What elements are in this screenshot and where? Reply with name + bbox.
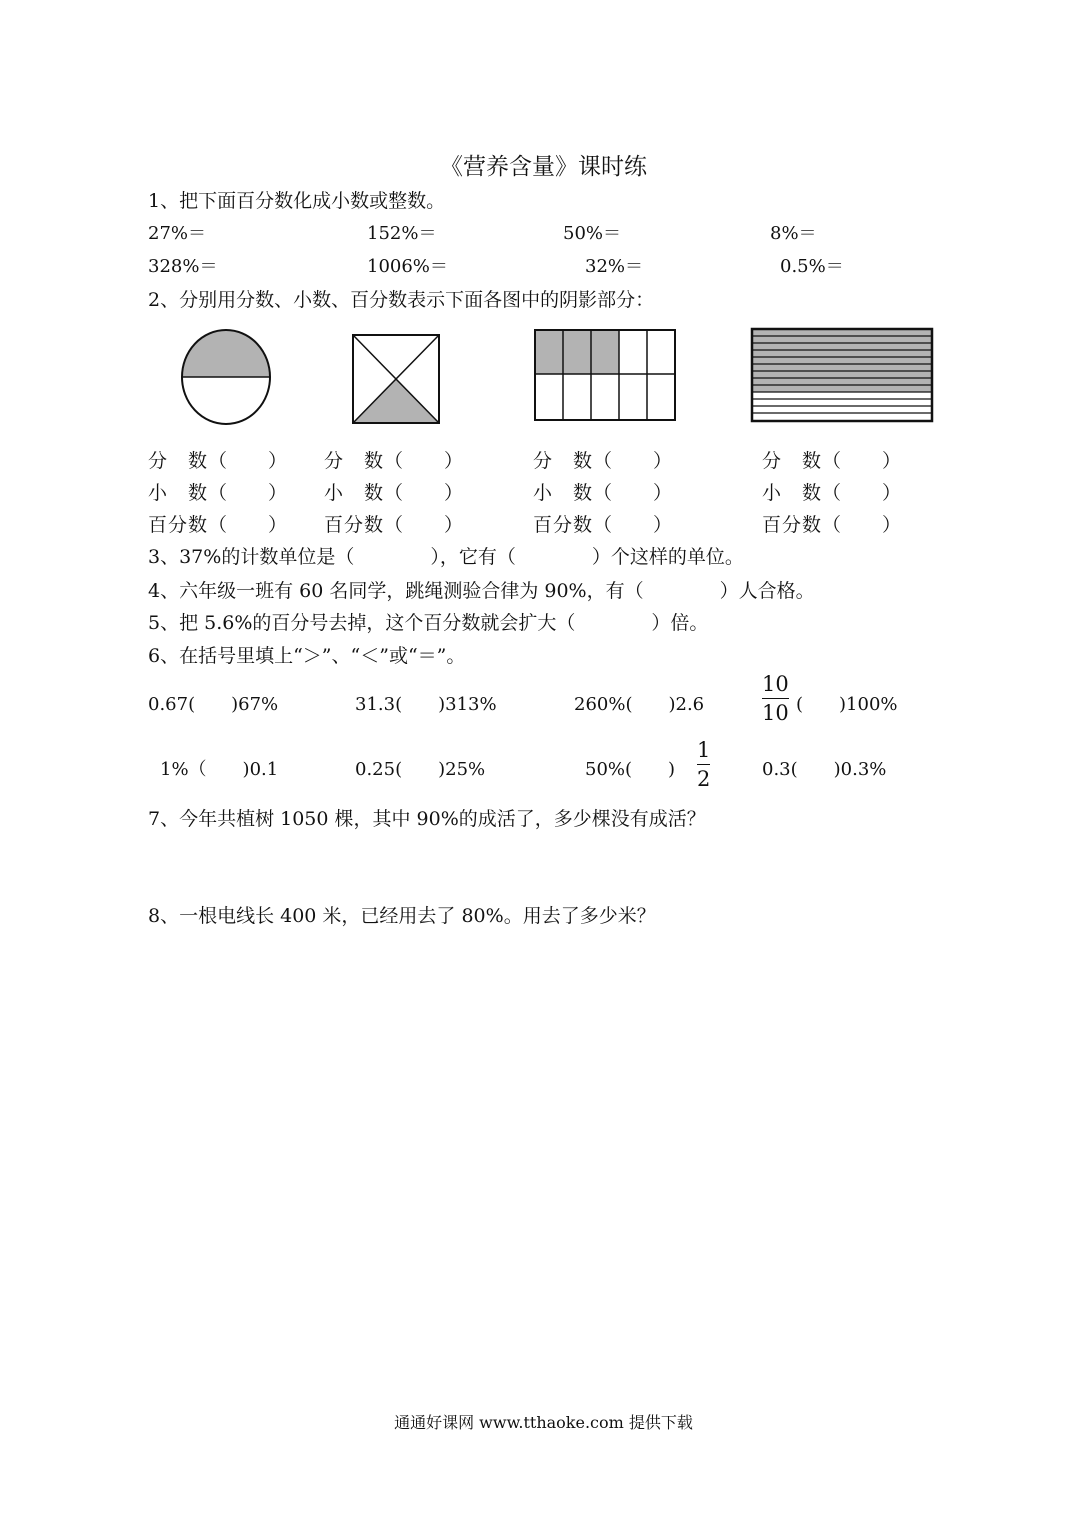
q1-item: 32%＝ [585,256,644,277]
q1-item: 8%＝ [770,223,817,244]
grid-3-of-10-shaded-icon [532,327,678,423]
fraction-one-half [697,738,710,791]
compare-item: 1%（ )0.1 [160,759,279,780]
percent-answer-2[interactable]: 百分数（ ） [324,514,465,536]
circle-half-shaded-icon [178,326,274,426]
question-6-prompt: 6、在括号里填上“＞”、“＜”或“＝”。 [148,645,466,667]
question-2-prompt: 2、分别用分数、小数、百分数表示下面各图中的阴影部分： [148,289,655,311]
stripes-shaded-icon [749,326,935,424]
compare-item: 0.25( )25% [355,759,486,780]
compare-item: 31.3( )313% [355,694,497,715]
question-1-prompt: 1、把下面百分数化成小数或整数。 [148,190,446,212]
q1-item: 328%＝ [148,256,218,277]
decimal-answer-1[interactable]: 小 数（ ） [148,482,289,504]
question-3: 3、37%的计数单位是（ ），它有（ ）个这样的单位。 [148,546,744,568]
compare-item: 0.3( )0.3% [762,759,887,780]
fraction-bar [697,764,710,765]
square-quarter-shaded-icon [350,332,442,426]
fraction-answer-1[interactable]: 分 数（ ） [148,450,289,472]
question-8: 8、一根电线长 400 米，已经用去了 80%。用去了多少米？ [148,905,656,927]
q1-item: 0.5%＝ [780,256,844,277]
shaded-region [752,329,932,392]
footer-source: 通通好课网 www.tthaoke.com 提供下载 [394,1413,693,1432]
page-title: 《营养含量》课时练 [440,154,647,180]
fraction-ten-tenths [762,672,789,725]
question-5: 5、把 5.6%的百分号去掉，这个百分数就会扩大（ ）倍。 [148,612,709,634]
percent-answer-4[interactable]: 百分数（ ） [762,514,903,536]
q1-item: 1006%＝ [367,256,448,277]
q1-item: 27%＝ [148,223,207,244]
q1-item: 152%＝ [367,223,437,244]
fraction-bar [762,698,789,699]
compare-item: 260%( )2.6 [574,694,705,715]
fraction-answer-2[interactable]: 分 数（ ） [324,450,465,472]
percent-answer-1[interactable]: 百分数（ ） [148,514,289,536]
decimal-answer-2[interactable]: 小 数（ ） [324,482,465,504]
fraction-answer-4[interactable]: 分 数（ ） [762,450,903,472]
decimal-answer-4[interactable]: 小 数（ ） [762,482,903,504]
compare-item: ( )100% [796,694,898,715]
q1-item: 50%＝ [563,223,622,244]
shaded-region [535,330,619,374]
question-7: 7、今年共植树 1050 棵，其中 90%的成活了，多少棵没有成活？ [148,808,706,830]
compare-item: 50%( ) [585,759,676,780]
fraction-answer-3[interactable]: 分 数（ ） [533,450,674,472]
numerator: 1 [697,738,711,762]
numerator: 10 [762,672,789,696]
denominator: 10 [762,701,789,725]
question-4: 4、六年级一班有 60 名同学，跳绳测验合律为 90%，有（ ）人合格。 [148,580,815,602]
percent-answer-3[interactable]: 百分数（ ） [533,514,674,536]
shaded-region [353,379,439,423]
denominator: 2 [697,767,711,791]
compare-item: 0.67( )67% [148,694,279,715]
shaded-region [182,330,270,377]
decimal-answer-3[interactable]: 小 数（ ） [533,482,674,504]
